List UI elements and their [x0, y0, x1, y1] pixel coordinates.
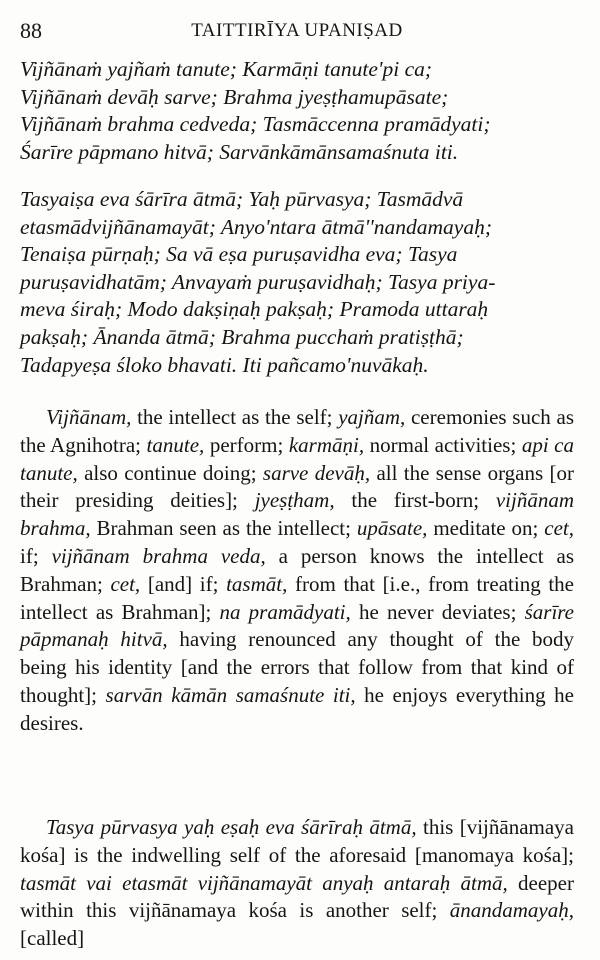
sanskrit-term: upāsate,: [356, 516, 428, 541]
gloss-text: the intellect as the self;: [131, 405, 339, 429]
sanskrit-term: ānandamayaḥ,: [449, 898, 574, 923]
sanskrit-term: vijñānam brahma veda,: [51, 543, 266, 568]
commentary-text: [20, 404, 574, 738]
gloss-text: all the sense organs [or their presiding deities];: [20, 460, 574, 513]
gloss-text: normal activities;: [364, 432, 522, 457]
sanskrit-term: jyeṣṭham,: [254, 488, 335, 513]
sanskrit-term: cet,: [110, 571, 141, 596]
sanskrit-term: tanute,: [146, 432, 205, 457]
gloss-text: [called]: [20, 926, 85, 951]
commentary-paragraph-1: [20, 404, 574, 738]
gloss-text: the first-born;: [334, 488, 496, 513]
sanskrit-term: Vijñānam,: [46, 405, 132, 429]
commentary-paragraph-2: [20, 814, 574, 953]
page-header: [20, 18, 574, 48]
sanskrit-term: tasmāt vai etasmāt vijñānamayāt anyaḥ antaraḥ ātmā,: [20, 870, 508, 895]
verse-line: Tadapyeṣa śloko bhavati. Iti pañcamo'nuvākaḥ.: [20, 352, 429, 377]
verse-line: puruṣavidhatām; Anvayaṁ puruṣavidhaḥ; Tasya priya-: [20, 269, 496, 294]
gloss-text: he never deviates;: [350, 599, 525, 624]
sanskrit-term: api ca tanute,: [20, 432, 574, 485]
sanskrit-term: vijñānam brahma,: [20, 488, 574, 541]
gloss-text: a person knows the intellect as Brahman;: [20, 543, 574, 596]
verse-stanza-2: [20, 186, 574, 379]
gloss-text: meditate on;: [427, 516, 545, 541]
gloss-text: perform;: [204, 432, 289, 457]
verse-line: Śarīre pāpmano hitvā; Sarvānkāmānsamaśnuta iti.: [20, 139, 459, 164]
verse-line: meva śiraḥ; Modo dakṣiṇaḥ pakṣaḥ; Pramoda uttaraḥ: [20, 297, 489, 322]
gloss-text: if;: [20, 543, 52, 568]
gloss-text: from that [i.e., from treating the intellect as Brahman];: [20, 571, 574, 624]
gloss-text: deeper within this vijñānamaya kośa is another self;: [20, 870, 574, 923]
verse-line: Vijñānaṁ devāḥ sarve; Brahma jyeṣṭhamupāsate;: [20, 84, 449, 109]
verse-line: Vijñānaṁ brahma cedveda; Tasmāccenna pramādyati;: [20, 112, 491, 137]
verse-line: Tenaiṣa pūrṇaḥ; Sa vā eṣa puruṣavidha eva; Tasya: [20, 242, 458, 267]
verse-line: Vijñānaṁ yajñaṁ tanute; Karmāṇi tanute'pi ca;: [20, 57, 433, 81]
running-title: TAITTIRĪYA UPANIṢAD: [191, 20, 403, 41]
sanskrit-term: sarve devāḥ,: [262, 460, 371, 485]
commentary-text: [20, 814, 574, 953]
sanskrit-term: Tasya pūrvasya yaḥ eṣaḥ eva śārīraḥ ātmā,: [46, 815, 417, 839]
sanskrit-term: karmāṇi,: [288, 432, 365, 457]
gloss-text: ceremonies such as the Agnihotra;: [20, 405, 575, 457]
gloss-text: [and] if;: [140, 571, 227, 596]
page-number: 88: [20, 18, 42, 43]
sanskrit-term: śarīre pāpmanaḥ hitvā,: [20, 599, 575, 652]
sanskrit-term: yajñam,: [338, 405, 406, 429]
verse-line: etasmādvijñānamayāt; Anyo'ntara ātmā''nandamayaḥ;: [20, 214, 493, 239]
gloss-text: also continue doing;: [77, 460, 263, 485]
verse-line: Tasyaiṣa eva śārīra ātmā; Yaḥ pūrvasya; Tasmādvā: [20, 187, 464, 211]
sanskrit-term: tasmāt,: [226, 571, 288, 596]
sanskrit-term: sarvān kāmān samaśnute iti,: [105, 682, 356, 707]
gloss-text: Brahman seen as the intellect;: [90, 516, 357, 541]
sanskrit-term: cet,: [544, 516, 574, 541]
verse-line: pakṣaḥ; Ānanda ātmā; Brahma pucchaṁ pratiṣṭhā;: [20, 324, 464, 349]
sanskrit-term: na pramādyati,: [219, 599, 351, 624]
gloss-text: he enjoys everything he desires.: [20, 682, 574, 735]
verse-stanza-1: [20, 56, 574, 166]
gloss-text: this [vijñānamaya kośa] is the indwelling self of the aforesaid [manomaya kośa];: [20, 815, 574, 867]
gloss-text: having renounced any thought of the body being his identity [and the errors that follow from that kind of thought];: [20, 627, 575, 707]
